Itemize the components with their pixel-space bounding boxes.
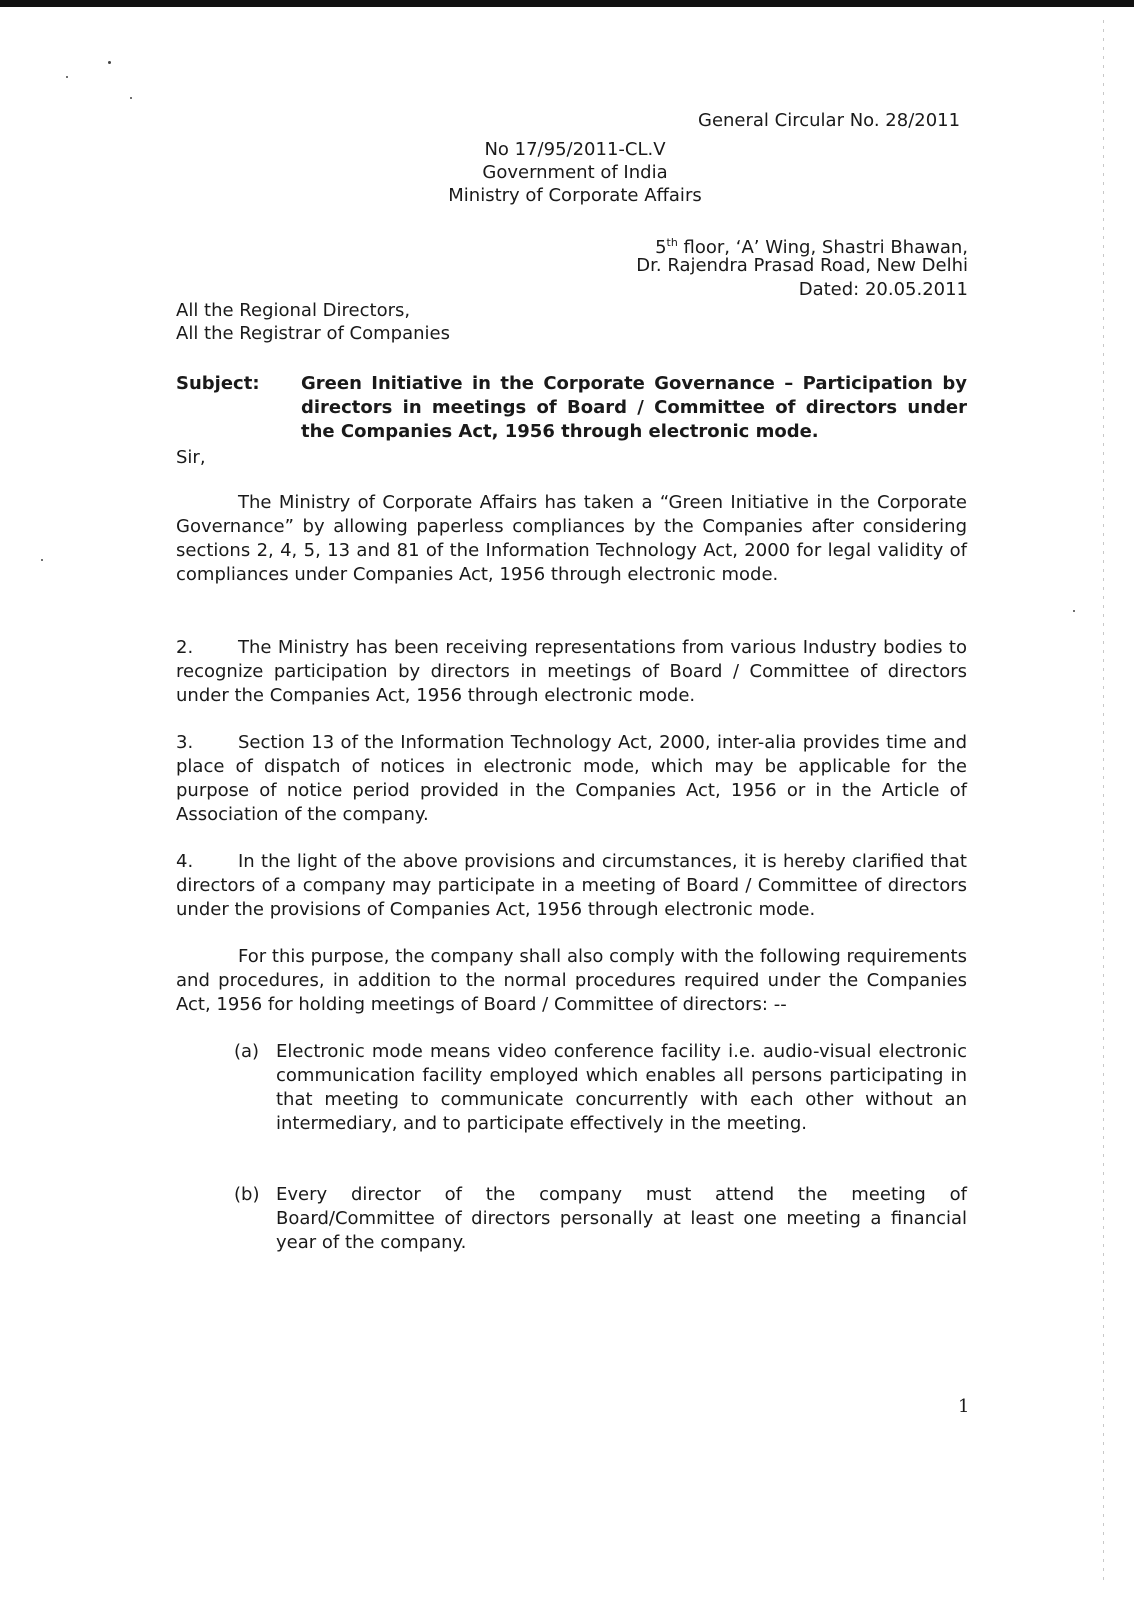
circular-number: General Circular No. 28/2011 <box>698 110 961 131</box>
scan-top-border <box>0 0 1134 7</box>
paragraph-5: For this purpose, the company shall also comply with the following requirements and procedures, in addition to the normal procedures required under the Companies Act, 1956 for holding meetings of Board / Committee of directors: -- <box>176 946 967 1015</box>
subject-text: Green Initiative in the Corporate Governance – Participation by directors in meetings of Board / Committee of directors under the Companies Act, 1956 through electronic mode. <box>301 373 967 442</box>
paragraph-2: 2. The Ministry has been receiving representations from various Industry bodies to recognize participation by directors in meetings of Board / Committee of directors under the Companies Act, 1956 through electronic mode. <box>176 637 967 706</box>
government-name: Government of India <box>482 162 668 183</box>
paragraph-3: 3. Section 13 of the Information Technology Act, 2000, inter-alia provides time and place of dispatch of notices in electronic mode, which may be applicable for the purpose of notice period provided in the Companies Act, 1956 or in the Article of Association of the company. <box>176 732 967 825</box>
scan-speck <box>1073 610 1075 612</box>
ministry-name: Ministry of Corporate Affairs <box>448 185 702 206</box>
list-item <box>234 1040 967 1136</box>
list-item-text: Every director of the company must attend the meeting of Board/Committee of directors personally at least one meeting a financial year of the company. <box>276 1184 967 1253</box>
address-line-1: 5th floor, ‘A’ Wing, Shastri Bhawan, <box>655 236 968 258</box>
recipient-line: All the Registrar of Companies <box>176 323 450 344</box>
scan-speck <box>66 76 68 78</box>
scan-speck <box>130 97 132 99</box>
subject-label: Subject: <box>176 373 260 394</box>
salutation: Sir, <box>176 447 206 468</box>
recipient-line: All the Regional Directors, <box>176 300 411 321</box>
paragraph-1: The Ministry of Corporate Affairs has taken a “Green Initiative in the Corporate Governance” by allowing paperless compliances by the Companies after considering sections 2, 4, 5, 13 and 81 of the Information Technology Act, 2000 for legal validity of compliances under Companies Act, 1956 through electronic mode. <box>176 492 967 585</box>
date-line: Dated: 20.05.2011 <box>798 279 968 300</box>
list-item-label: (a) <box>234 1041 260 1062</box>
file-number: No 17/95/2011-CL.V <box>484 139 666 160</box>
list-item-label: (b) <box>234 1184 260 1205</box>
address-line-2: Dr. Rajendra Prasad Road, New Delhi <box>636 255 968 276</box>
scan-right-edge <box>1103 20 1104 1580</box>
scan-speck <box>41 559 43 561</box>
list-item-text: Electronic mode means video conference facility i.e. audio-visual electronic communication facility employed which enables all persons participating in that meeting to communicate concurrently with each other without an intermediary, and to participate effectively in the meeting. <box>276 1041 967 1134</box>
list-item <box>234 1183 967 1255</box>
scan-speck <box>108 61 111 64</box>
page-number: 1 <box>958 1396 970 1417</box>
paragraph-4: 4. In the light of the above provisions and circumstances, it is hereby clarified that directors of a company may participate in a meeting of Board / Committee of directors under the provisions of Companies Act, 1956 through electronic mode. <box>176 851 967 920</box>
